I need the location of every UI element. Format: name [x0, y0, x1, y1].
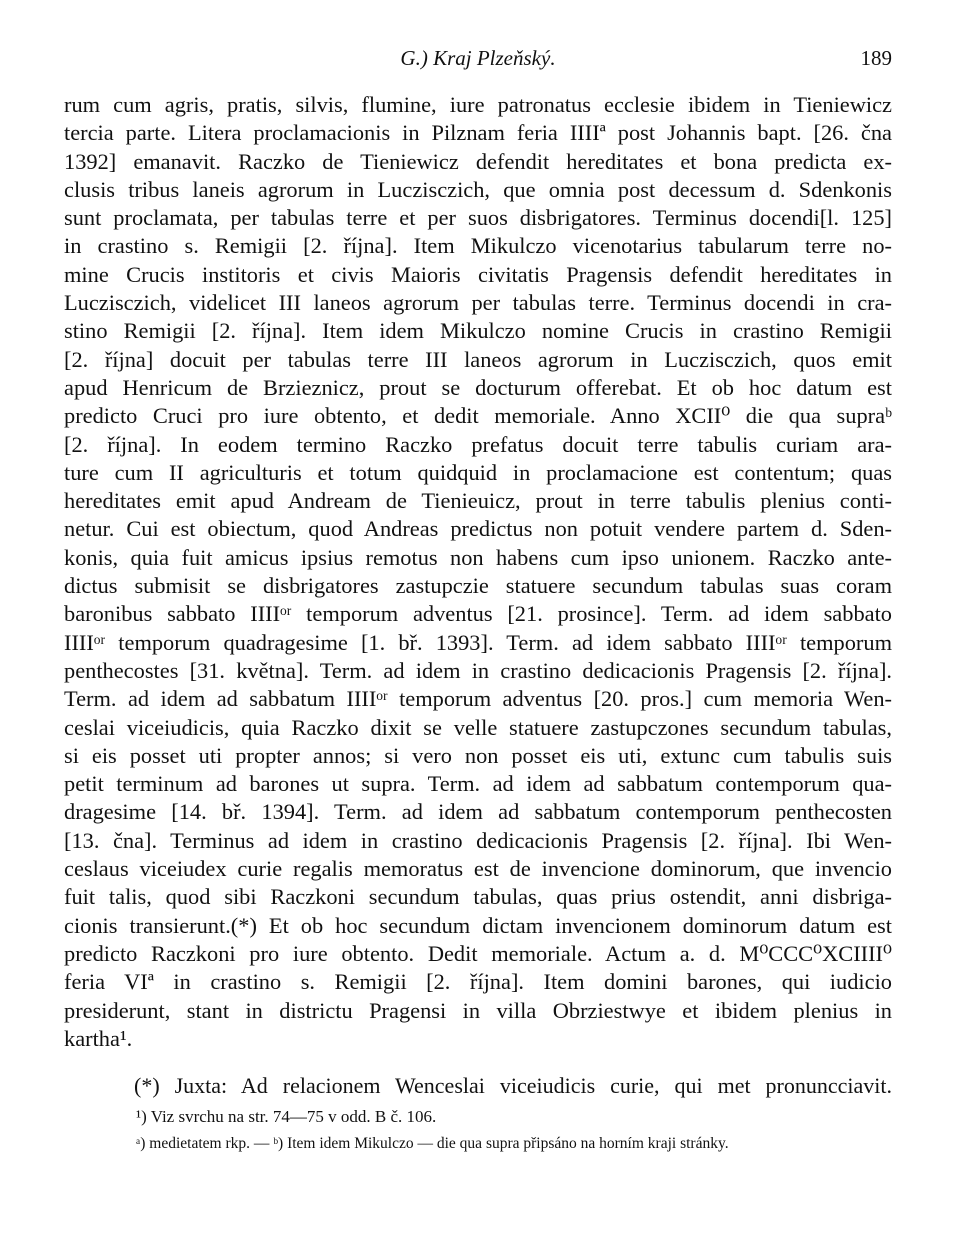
text-line: baronibus sabbato IIIIᵒʳ temporum adventus [21. prosince]. Term. ad idem sabbato	[64, 601, 892, 627]
main-text	[64, 91, 892, 1053]
text-line: feria VIª in crastino s. Remigii [2. října]. Item domini barones, qui iudicio	[64, 969, 892, 995]
text-line: [2. října] docuit per tabulas terre III laneos agrorum in Luczisczich, quos emit	[64, 346, 892, 372]
text-line: in crastino s. Remigii [2. října]. Item Mikulczo vicenotarius tabularum terre no-	[64, 233, 892, 259]
text-line: predicto Cruci pro iure obtento, et dedit memoriale. Anno XCII⁰ die qua supraᵇ	[64, 403, 892, 429]
footnote-textual: ᵃ) medietatem rkp. — ᵇ) Item idem Mikulczo — die qua supra připsáno na horním kraji stránky.	[136, 1135, 729, 1152]
text-line: si eis posset uti propter annos; si vero non posset eis uti, extunc cum tabulis suis	[64, 742, 892, 768]
text-line: [13. čna]. Terminus ad idem in crastino dedicacionis Pragensis [2. října]. Ibi Wen-	[64, 827, 892, 853]
text-line: ceslai viceiudicis, quia Raczko dixit se velle statuere zastupczones secundum tabulas,	[64, 714, 892, 740]
text-line: apud Henricum de Brzieznicz, prout se docturum offerebat. Et ob hoc datum est	[64, 374, 892, 400]
text-line: presiderunt, stant in districtu Pragensi in villa Obrziestwye et ibidem plenius in	[64, 997, 892, 1023]
text-line: IIIIᵒʳ temporum quadragesime [1. bř. 1393]. Term. ad idem sabbato IIIIᵒʳ temporum	[64, 629, 892, 655]
page-number: 189	[860, 46, 892, 70]
text-line: dictus submisit se disbrigatores zastupczie statuere secundum tabulas suas coram	[64, 573, 892, 599]
text-line: hereditates emit apud Andream de Tienieuicz, prout in terre tabulis plenius conti-	[64, 488, 892, 514]
text-line: dragesime [14. bř. 1394]. Term. ad idem ad sabbatum contemporum penthecosten	[64, 799, 892, 825]
text-line: stino Remigii [2. října]. Item idem Mikulczo nomine Crucis in crastino Remigii	[64, 318, 892, 344]
text-line: 1392] emanavit. Raczko de Tieniewicz defendit hereditates et bona predicta ex-	[64, 148, 892, 174]
text-line: Luczisczich, videlicet III laneos agrorum per tabulas terre. Terminus docendi in cra-	[64, 290, 892, 316]
text-line: konis, quia fuit amicus ipsius remotus non habens cum ipso unionem. Raczko ante-	[64, 544, 892, 570]
page-header	[64, 46, 892, 76]
text-line: rum cum agris, pratis, silvis, flumine, iure patronatus ecclesie ibidem in Tieniewicz	[64, 92, 892, 117]
text-line: penthecostes [31. května]. Term. ad idem in crastino dedicacionis Pragensis [2. října].	[64, 657, 892, 683]
text-line: clusis tribus laneis agrorum in Luczisczich, que omnia post decessum d. Sdenkonis	[64, 176, 892, 202]
text-line: mine Crucis institoris et civis Maioris civitatis Pragensis defendit hereditates in	[64, 261, 892, 287]
text-line: fuit talis, quod sibi Raczkoni secundum tabulas, quas prius ostendit, anni disbriga-	[64, 884, 892, 910]
text-line: netur. Cui est obiectum, quod Andreas predictus non potuit vendere partem d. Sden-	[64, 516, 892, 542]
running-title: G.) Kraj Plzeňský.	[400, 46, 556, 70]
text-line: sunt proclamata, per tabulas terre et per suos disbrigatores. Terminus docendi[l. 125]	[64, 205, 892, 231]
text-line: petit terminum ad barones ut supra. Term. ad idem ad sabbatum contemporum qua-	[64, 771, 892, 797]
footnote-1: ¹) Viz svrchu na str. 74—75 v odd. B č. 106.	[136, 1107, 437, 1126]
text-line: predicto Raczkoni pro iure obtento. Dedit memoriale. Actum a. d. M⁰CCC⁰XCIIII⁰	[64, 940, 892, 966]
text-line: kartha¹.	[64, 1025, 133, 1051]
footnote-asterisk: (*) Juxta: Ad relacionem Wenceslai viceiudicis curie, qui met pronuncciavit.	[134, 1073, 892, 1098]
text-line: ceslaus viceiudex curie regalis memoratus est de invencione dominorum, que invencio	[64, 856, 892, 882]
text-line: [2. října]. In eodem termino Raczko prefatus docuit terre tabulis curiam ara-	[64, 431, 892, 457]
text-line: cionis transierunt.(*) Et ob hoc secundum dictam invencionem dominorum datum est	[64, 912, 892, 938]
text-line: tercia parte. Litera proclamacionis in Pilznam feria IIIIª post Johannis bapt. [26. čna	[64, 120, 892, 146]
text-line: ture cum II agriculturis et totum quidquid in proclamacione est contentum; quas	[64, 459, 892, 485]
text-line: Term. ad idem ad sabbatum IIIIᵒʳ temporum adventus [20. pros.] cum memoria Wen-	[64, 686, 892, 712]
